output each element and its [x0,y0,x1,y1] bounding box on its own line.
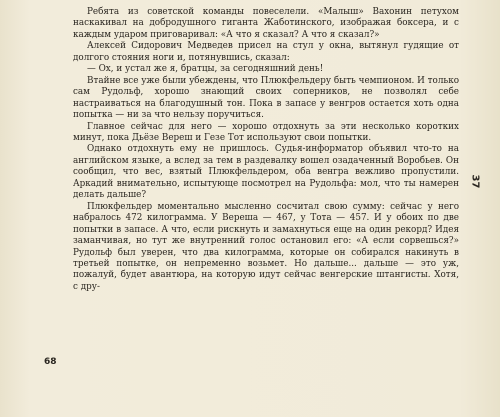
page-number: 68 [44,357,57,367]
side-page-number: 37 [469,174,481,189]
paragraph: Втайне все уже были убеждены, что Плюкфельдеру быть чемпионом. И только сам Рудольф, хорошо знающий своих соперников, не позволял себе настраиваться на благодушный тон. Пока в запасе у венгров остается хоть одна попытка — ни за что нельзу поручиться. [73,75,459,121]
paragraph: Ребята из советской команды повеселели. «Малыш» Вахонин петухом наскакивал на добродушного гиганта Жаботинского, изображая боксера, и с каждым ударом приговаривал: «А что я сказал? А что я сказал?» [73,7,459,40]
paragraph: Однако отдохнуть ему не пришлось. Судья-информатор объявил что-то на английском языке, а вслед за тем в раздевалку вошел озадаченный Воробьев. Он сообщил, что вес, взятый Плюкфельдером, оба венгра вежливо пропустили. Аркадий внимательно, испытующе посмотрел на Рудольфа: мол, что ты намерен делать дальше? [73,144,459,201]
body-text [73,7,459,293]
paragraph: — Ох, и устал же я, братцы, за сегодняшний день! [87,64,324,75]
paragraph: Главное сейчас для него — хорошо отдохнуть за эти несколько коротких минут, пока Дьёзе Вереш и Гезе Тот используют свои попытки. [73,121,459,143]
paragraph: Плюкфельдер моментально мысленно сосчитал свою сумму: сейчас у него набралось 472 килограмма. У Вереша — 467, у Тота — 457. И у обоих по две попытки в запасе. А что, если рискнуть и замахнуться еще на один рекорд? Идея заманчивая, но тут же внутренний голос остановил его: «А если сорвешься?» Рудольф был уверен, что два килограмма, которые он собирался накинуть в третьей попытке, он непременно возьмет. Но дальше... дальше — это уж, пожалуй, будет авантюра, на которую идут сейчас венгерские штангисты. Хотя, с дру- [73,201,459,292]
paragraph: Алексей Сидорович Медведев присел на стул у окна, вытянул гудящие от долгого стояния ноги и, потянувшись, сказал: [73,41,459,63]
